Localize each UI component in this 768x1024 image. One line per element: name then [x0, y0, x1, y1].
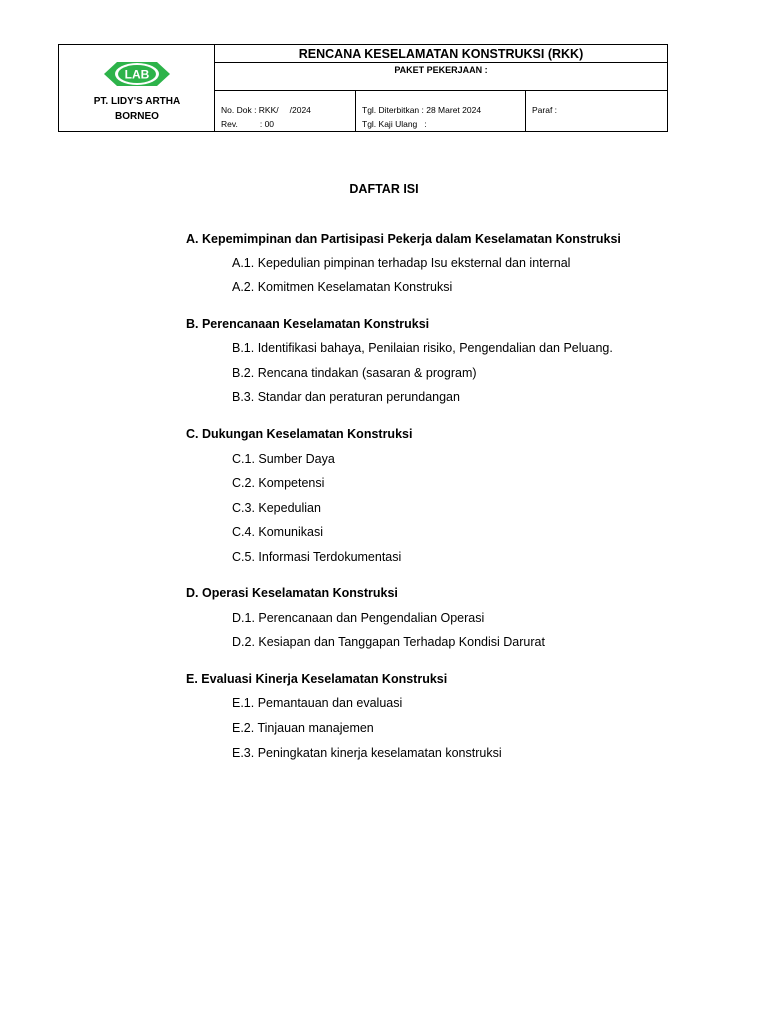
toc-item: C.5. Informasi Terdokumentasi — [232, 550, 402, 564]
no-dok-year: /2024 — [289, 105, 311, 115]
no-dok-label: No. Dok : RKK/ — [221, 105, 279, 115]
tgl-kaji-label: Tgl. Kaji Ulang — [362, 119, 418, 129]
toc-section-heading: D. Operasi Keselamatan Konstruksi — [186, 586, 398, 600]
meta-paraf — [526, 91, 667, 131]
meta-dok — [215, 91, 356, 131]
company-name — [59, 94, 215, 124]
meta-tanggal — [356, 91, 526, 131]
document-title: RENCANA KESELAMATAN KONSTRUKSI (RKK) — [215, 45, 667, 63]
toc-item: A.2. Komitmen Keselamatan Konstruksi — [232, 280, 453, 294]
company-line1: PT. LIDY'S ARTHA — [93, 96, 181, 107]
toc-item: C.3. Kepedulian — [232, 501, 321, 515]
toc-item: D.2. Kesiapan dan Tanggapan Terhadap Kondisi Darurat — [232, 635, 545, 649]
toc-item: E.2. Tinjauan manajemen — [232, 721, 374, 735]
tgl-diterbitkan: Tgl. Diterbitkan : 28 Maret 2024 — [362, 105, 482, 115]
logo-text: LAB — [124, 67, 150, 82]
logo-cell — [59, 45, 215, 131]
toc-section-heading: B. Perencanaan Keselamatan Konstruksi — [186, 317, 430, 331]
toc-section-heading: C. Dukungan Keselamatan Konstruksi — [186, 427, 413, 441]
toc-title: DAFTAR ISI — [349, 182, 419, 196]
toc-section-heading: E. Evaluasi Kinerja Keselamatan Konstruksi — [186, 672, 448, 686]
toc-item: C.2. Kompetensi — [232, 476, 325, 490]
toc-item: E.3. Peningkatan kinerja keselamatan konstruksi — [232, 746, 502, 760]
toc-item: C.4. Komunikasi — [232, 525, 324, 539]
tgl-kaji-value: : — [424, 119, 427, 129]
company-line2: BORNEO — [115, 111, 159, 122]
paraf: Paraf : — [532, 105, 558, 115]
toc-item: B.2. Rencana tindakan (sasaran & program) — [232, 366, 477, 380]
toc-item: A.1. Kepedulian pimpinan terhadap Isu eksternal dan internal — [232, 256, 571, 270]
company-logo — [103, 57, 171, 91]
toc-item: B.3. Standar dan peraturan perundangan — [232, 390, 460, 404]
toc-item: E.1. Pemantauan dan evaluasi — [232, 696, 403, 710]
toc-item: D.1. Perencanaan dan Pengendalian Operasi — [232, 611, 485, 625]
document-header — [58, 44, 668, 132]
rev-value: : 00 — [259, 119, 275, 129]
toc-item: C.1. Sumber Daya — [232, 452, 335, 466]
rev-label: Rev. — [221, 119, 238, 129]
toc-item: B.1. Identifikasi bahaya, Penilaian risiko, Pengendalian dan Peluang. — [232, 341, 613, 355]
toc-section-heading: A. Kepemimpinan dan Partisipasi Pekerja dalam Keselamatan Konstruksi — [186, 232, 621, 246]
paket-pekerjaan: PAKET PEKERJAAN : — [215, 63, 667, 91]
